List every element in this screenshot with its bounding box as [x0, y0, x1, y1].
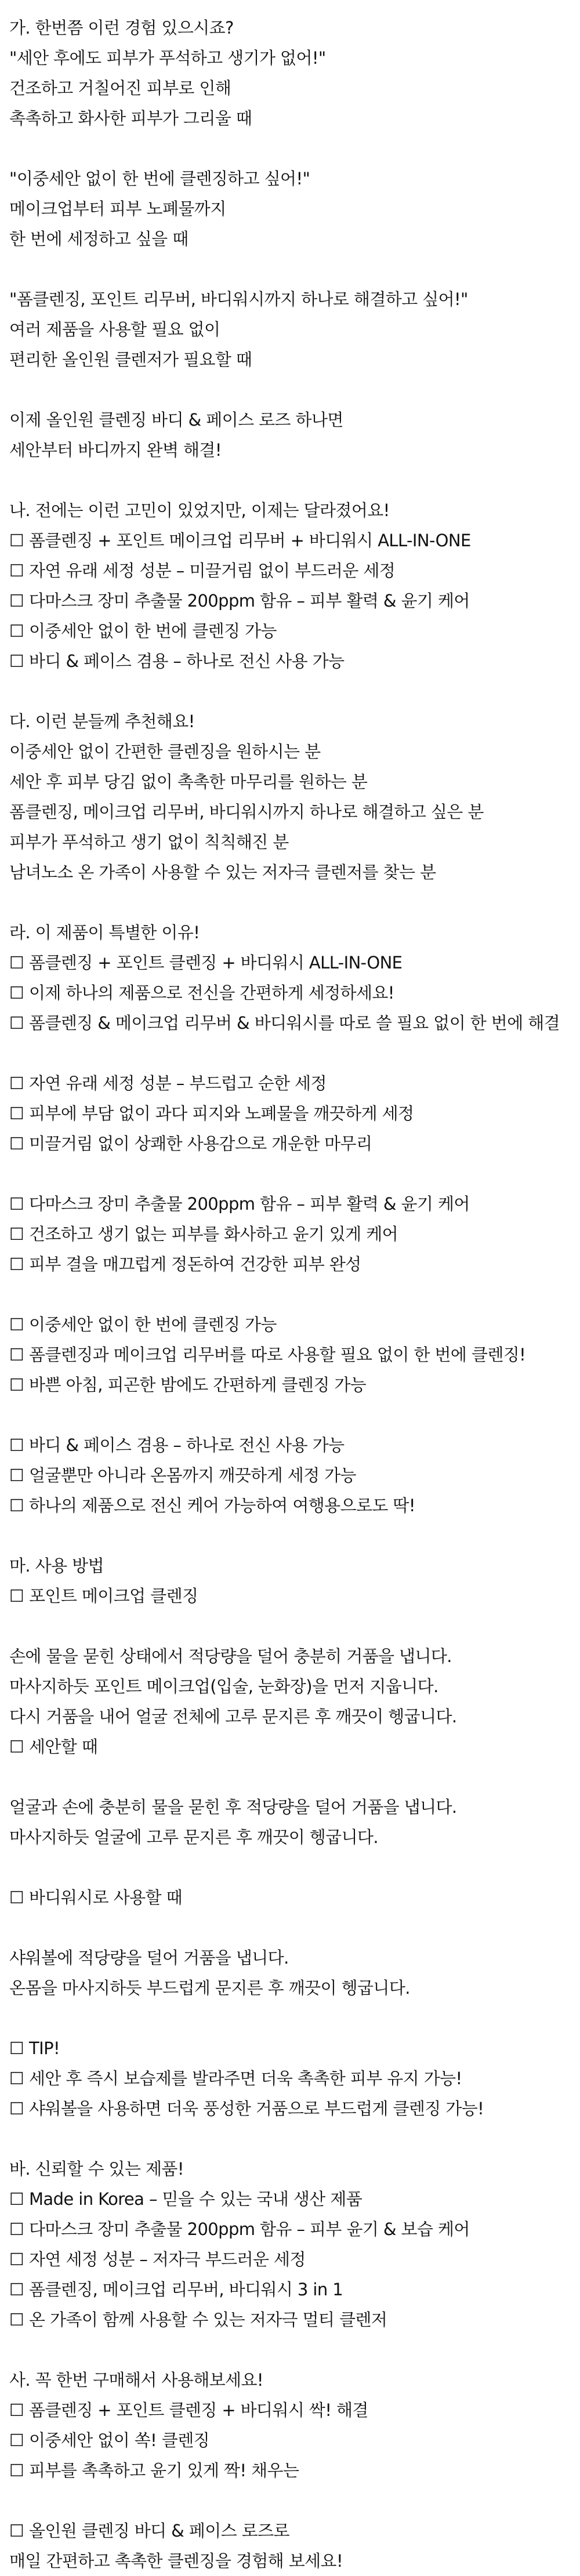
text-line: ☐ 이제 하나의 제품으로 전신을 간편하게 세정하세요!	[9, 983, 394, 1003]
text-line: ☐ 얼굴뿐만 아니라 온몸까지 깨끗하게 세정 가능	[9, 1465, 356, 1485]
text-line: ☐ 올인원 클렌징 바디 & 페이스 로즈로	[9, 2521, 289, 2541]
blank-line	[9, 1038, 571, 1068]
text-line: 이중세안 없이 간편한 클렌징을 원하시는 분	[9, 742, 321, 761]
text-line: 매일 간편하고 촉촉한 클렌징을 경험해 보세요!	[9, 2551, 343, 2571]
text-line: 다. 이런 분들께 추천해요!	[9, 712, 195, 731]
blank-line	[9, 254, 571, 284]
text-line: ☐ 이중세안 없이 한 번에 클렌징 가능	[9, 621, 277, 641]
blank-line	[9, 1400, 571, 1430]
text-line: ☐ 바디 & 페이스 겸용 – 하나로 전신 사용 가능	[9, 651, 345, 671]
text-line: 온몸을 마사지하듯 부드럽게 문지른 후 깨끗이 헹굽니다.	[9, 1978, 410, 1998]
text-line: "세안 후에도 피부가 푸석하고 생기가 없어!"	[9, 48, 326, 68]
blank-line	[9, 676, 571, 706]
blank-line	[9, 375, 571, 405]
text-line: ☐ 피부 결을 매끄럽게 정돈하여 건강한 피부 완성	[9, 1254, 361, 1274]
text-line: 마. 사용 방법	[9, 1556, 104, 1576]
text-line: "폼클렌징, 포인트 리무버, 바디워시까지 하나로 해결하고 싶어!"	[9, 289, 468, 309]
text-line: ☐ 자연 유래 세정 성분 – 부드럽고 순한 세정	[9, 1073, 327, 1093]
document-body	[9, 13, 571, 2576]
text-line: ☐ 피부에 부담 없이 과다 피지와 노폐물을 깨끗하게 세정	[9, 1104, 414, 1123]
text-line: 건조하고 거칠어진 피부로 인해	[9, 78, 231, 98]
blank-line	[9, 2486, 571, 2516]
text-line: ☐ 폼클렌징 + 포인트 메이크업 리무버 + 바디워시 ALL-IN-ONE	[9, 531, 471, 550]
blank-line	[9, 1159, 571, 1189]
text-line: ☐ 폼클렌징 + 포인트 클렌징 + 바디워시 ALL-IN-ONE	[9, 953, 403, 973]
text-line: 여러 제품을 사용할 필요 없이	[9, 320, 220, 339]
text-line: 사. 꼭 한번 구매해서 사용해보세요!	[9, 2370, 263, 2390]
blank-line	[9, 133, 571, 164]
text-line: 라. 이 제품이 특별한 이유!	[9, 923, 200, 942]
text-line: ☐ 온 가족이 함께 사용할 수 있는 저자극 멀티 클렌저	[9, 2310, 387, 2330]
text-line: ☐ 이중세안 없이 쏙! 클렌징	[9, 2430, 210, 2450]
blank-line	[9, 1279, 571, 1309]
text-line: 바. 신뢰할 수 있는 제품!	[9, 2159, 184, 2179]
text-line: ☐ 미끌거림 없이 상쾌한 사용감으로 개운한 마무리	[9, 1134, 372, 1153]
text-line: ☐ 다마스크 장미 추출물 200ppm 함유 – 피부 윤기 & 보습 케어	[9, 2219, 470, 2239]
text-line: 폼클렌징, 메이크업 리무버, 바디워시까지 하나로 해결하고 싶은 분	[9, 802, 484, 822]
text-line: ☐ 건조하고 생기 없는 피부를 화사하고 윤기 있게 케어	[9, 1224, 398, 1244]
text-line: 가. 한번쯤 이런 경험 있으시죠?	[9, 18, 234, 38]
blank-line	[9, 2003, 571, 2033]
text-line: 이제 올인원 클렌징 바디 & 페이스 로즈 하나면	[9, 410, 343, 430]
blank-line	[9, 887, 571, 917]
text-line: 얼굴과 손에 충분히 물을 묻힌 후 적당량을 덜어 거품을 냅니다.	[9, 1797, 457, 1817]
text-line: 세안 후 피부 당김 없이 촉촉한 마무리를 원하는 분	[9, 772, 368, 792]
text-line: 피부가 푸석하고 생기 없이 칙칙해진 분	[9, 832, 289, 852]
blank-line	[9, 1762, 571, 1792]
text-line: 한 번에 세정하고 싶을 때	[9, 229, 188, 249]
blank-line	[9, 2335, 571, 2365]
blank-line	[9, 1852, 571, 1882]
blank-line	[9, 2124, 571, 2154]
blank-line	[9, 465, 571, 495]
text-line: 남녀노소 온 가족이 사용할 수 있는 저자극 클렌저를 찾는 분	[9, 862, 436, 882]
blank-line	[9, 1611, 571, 1641]
text-line: 세안부터 바디까지 완벽 해결!	[9, 440, 222, 460]
text-line: ☐ 자연 유래 세정 성분 – 미끌거림 없이 부드러운 세정	[9, 561, 396, 580]
text-line: 마사지하듯 포인트 메이크업(입술, 눈화장)을 먼저 지웁니다.	[9, 1677, 438, 1696]
text-line: ☐ 세안 후 즉시 보습제를 발라주면 더욱 촉촉한 피부 유지 가능!	[9, 2069, 462, 2088]
text-line: ☐ TIP!	[9, 2038, 60, 2058]
text-line: 다시 거품을 내어 얼굴 전체에 고루 문지른 후 깨끗이 헹굽니다.	[9, 1707, 457, 1726]
text-line: "이중세안 없이 한 번에 클렌징하고 싶어!"	[9, 169, 310, 188]
text-line: ☐ 폼클렌징 + 포인트 클렌징 + 바디워시 싹! 해결	[9, 2400, 368, 2420]
text-line: ☐ 피부를 촉촉하고 윤기 있게 짝! 채우는	[9, 2461, 299, 2480]
blank-line	[9, 1521, 571, 1551]
text-line: ☐ 자연 세정 성분 – 저자극 부드러운 세정	[9, 2250, 306, 2269]
text-line: ☐ 하나의 제품으로 전신 케어 가능하여 여행용으로도 딱!	[9, 1496, 415, 1515]
text-line: 샤워볼에 적당량을 덜어 거품을 냅니다.	[9, 1948, 289, 1968]
text-line: ☐ 세안할 때	[9, 1737, 98, 1757]
text-line: ☐ Made in Korea – 믿을 수 있는 국내 생산 제품	[9, 2189, 362, 2209]
text-line: 나. 전에는 이런 고민이 있었지만, 이제는 달라졌어요!	[9, 500, 390, 520]
text-line: ☐ 샤워볼을 사용하면 더욱 풍성한 거품으로 부드럽게 클렌징 가능!	[9, 2099, 484, 2118]
text-line: ☐ 다마스크 장미 추출물 200ppm 함유 – 피부 활력 & 윤기 케어	[9, 1194, 470, 1214]
text-line: 손에 물을 묻힌 상태에서 적당량을 덜어 충분히 거품을 냅니다.	[9, 1646, 452, 1666]
text-line: ☐ 바디워시로 사용할 때	[9, 1888, 182, 1907]
text-line: ☐ 폼클렌징과 메이크업 리무버를 따로 사용할 필요 없이 한 번에 클렌징!	[9, 1345, 526, 1365]
text-line: ☐ 폼클렌징 & 메이크업 리무버 & 바디워시를 따로 쓸 필요 없이 한 번에 해결	[9, 1013, 560, 1033]
text-line: ☐ 이중세안 없이 한 번에 클렌징 가능	[9, 1315, 277, 1334]
text-line: ☐ 포인트 메이크업 클렌징	[9, 1586, 198, 1606]
text-line: 촉촉하고 화사한 피부가 그리울 때	[9, 108, 252, 128]
text-line: 메이크업부터 피부 노폐물까지	[9, 199, 226, 219]
text-line: 마사지하듯 얼굴에 고루 문지른 후 깨끗이 헹굽니다.	[9, 1827, 379, 1847]
blank-line	[9, 1913, 571, 1943]
text-line: ☐ 바쁜 아침, 피곤한 밤에도 간편하게 클렌징 가능	[9, 1375, 367, 1395]
text-line: ☐ 바디 & 페이스 겸용 – 하나로 전신 사용 가능	[9, 1435, 345, 1455]
text-line: ☐ 폼클렌징, 메이크업 리무버, 바디워시 3 in 1	[9, 2280, 343, 2299]
text-line: ☐ 다마스크 장미 추출물 200ppm 함유 – 피부 활력 & 윤기 케어	[9, 591, 470, 611]
text-line: 편리한 올인원 클렌저가 필요할 때	[9, 350, 252, 369]
